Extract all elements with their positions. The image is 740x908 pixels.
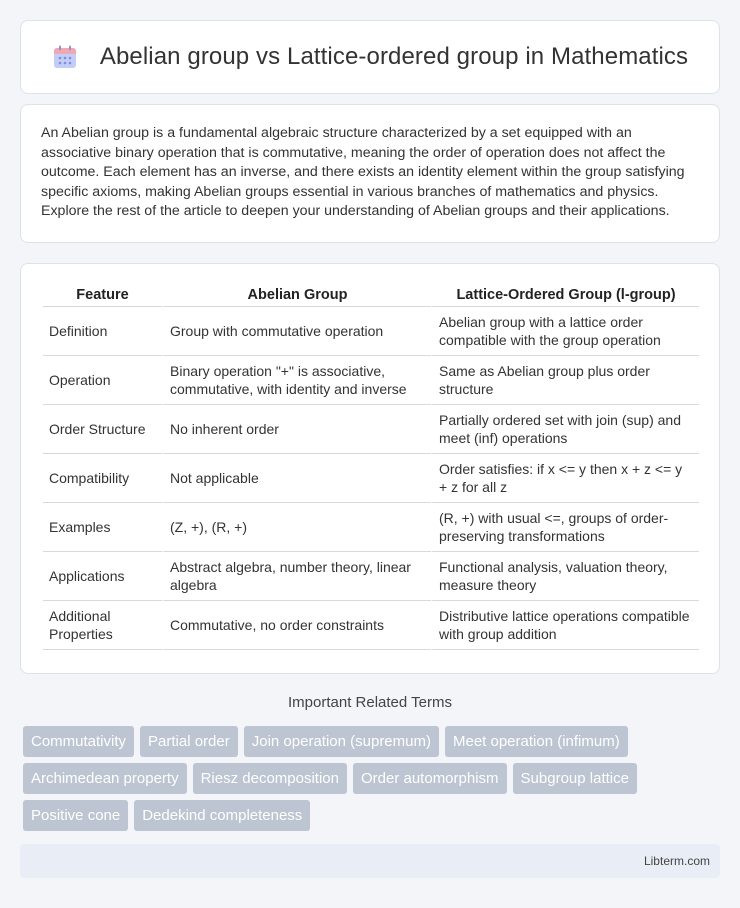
related-terms-tags (23, 726, 723, 837)
table-cell: (R, +) with usual <=, groups of order-preserving transformations (431, 503, 699, 552)
table-cell: No inherent order (162, 405, 431, 454)
table-row (43, 405, 699, 454)
table-row (43, 307, 699, 356)
table-cell: Commutative, no order constraints (162, 601, 431, 650)
related-term-tag[interactable]: Subgroup lattice (513, 763, 637, 794)
table-cell: Order satisfies: if x <= y then x + z <= y + z for all z (431, 454, 699, 503)
table-row (43, 552, 699, 601)
title-card (20, 20, 720, 94)
related-term-tag[interactable]: Meet operation (infimum) (445, 726, 628, 757)
table-cell: Binary operation "+" is associative, commutative, with identity and inverse (162, 356, 431, 405)
calendar-icon (52, 44, 78, 70)
table-header-row (43, 285, 699, 307)
related-terms-title: Important Related Terms (288, 694, 452, 711)
table-cell: Abstract algebra, number theory, linear algebra (162, 552, 431, 601)
header-abelian-group: Abelian Group (162, 285, 431, 307)
table-cell: Examples (43, 503, 162, 552)
related-term-tag[interactable]: Order automorphism (353, 763, 507, 794)
table-cell: Abelian group with a lattice order compatible with the group operation (431, 307, 699, 356)
table-cell: Same as Abelian group plus order structure (431, 356, 699, 405)
related-term-tag[interactable]: Archimedean property (23, 763, 187, 794)
table-cell: Definition (43, 307, 162, 356)
table-cell: Functional analysis, valuation theory, measure theory (431, 552, 699, 601)
related-term-tag[interactable]: Partial order (140, 726, 238, 757)
table-cell: (Z, +), (R, +) (162, 503, 431, 552)
comparison-table-card (20, 263, 720, 674)
table-cell: Compatibility (43, 454, 162, 503)
page-title: Abelian group vs Lattice-ordered group in Mathematics (99, 43, 689, 70)
table-cell: Applications (43, 552, 162, 601)
table-row (43, 601, 699, 650)
related-term-tag[interactable]: Commutativity (23, 726, 134, 757)
intro-text: An Abelian group is a fundamental algebraic structure characterized by a set equipped with an associative binary operation that is commutative, meaning the order of operation does not affect the outcome. Each element has an inverse, and there exists an identity element within the group satisfying specific axioms, making Abelian groups essential in various branches of mathematics and physics. Explore the rest of the article to deepen your understanding of Abelian groups and their applications. (41, 125, 685, 219)
header-feature: Feature (43, 285, 162, 307)
related-term-tag[interactable]: Riesz decomposition (193, 763, 347, 794)
table-cell: Order Structure (43, 405, 162, 454)
footer-site-link[interactable]: Libterm.com (643, 854, 710, 868)
related-term-tag[interactable]: Dedekind completeness (134, 800, 310, 831)
header-lattice-ordered-group: Lattice-Ordered Group (l-group) (431, 285, 699, 307)
footer (20, 844, 720, 878)
table-cell: Operation (43, 356, 162, 405)
table-row (43, 454, 699, 503)
intro-card (20, 104, 720, 243)
table-cell: Distributive lattice operations compatible with group addition (431, 601, 699, 650)
table-cell: Additional Properties (43, 601, 162, 650)
table-row (43, 503, 699, 552)
table-cell: Group with commutative operation (162, 307, 431, 356)
related-term-tag[interactable]: Positive cone (23, 800, 128, 831)
table-cell: Partially ordered set with join (sup) and meet (inf) operations (431, 405, 699, 454)
related-term-tag[interactable]: Join operation (supremum) (244, 726, 439, 757)
comparison-table (43, 285, 699, 650)
table-cell: Not applicable (162, 454, 431, 503)
table-row (43, 356, 699, 405)
